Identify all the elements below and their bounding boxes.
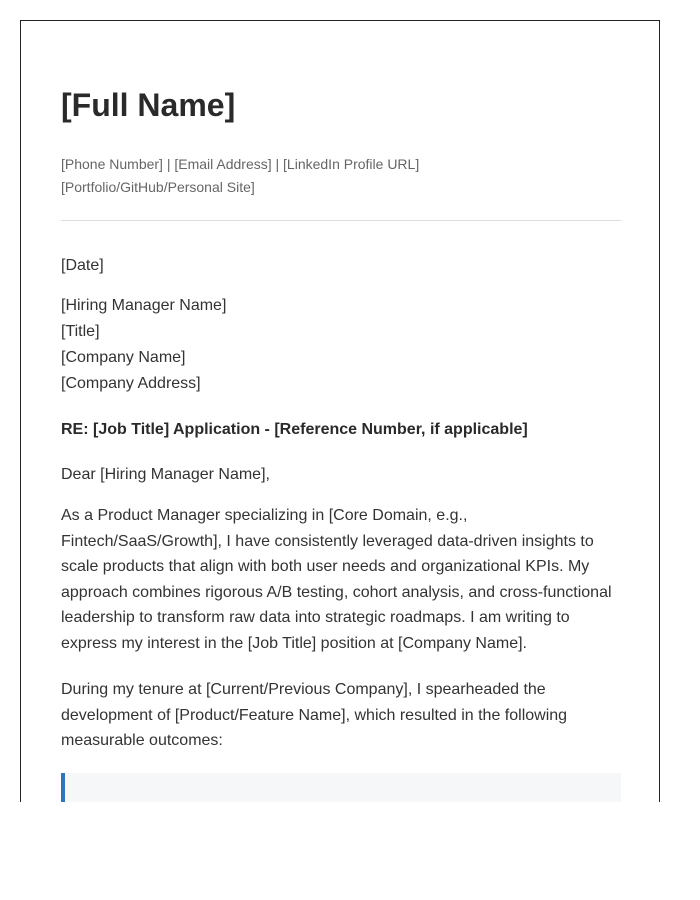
recipient-block (61, 293, 621, 397)
recipient-company: [Company Name] (61, 349, 186, 366)
salutation: Dear [Hiring Manager Name], (61, 466, 270, 483)
recipient-title: [Title] (61, 323, 100, 340)
contact-line-1: [Phone Number] | [Email Address] | [LinkedIn Profile URL] (61, 156, 420, 172)
paragraph-line: scale products that align with both user needs and organizational KPIs. My (61, 558, 590, 575)
paragraph-line: approach combines rigorous A/B testing, cohort analysis, and cross-functional (61, 583, 612, 601)
recipient-name: [Hiring Manager Name] (61, 297, 227, 314)
subject-line: RE: [Job Title] Application - [Reference Number, if applicable] (61, 421, 528, 438)
paragraph-line: As a Product Manager specializing in [Core Domain, e.g., (61, 507, 468, 524)
contact-line-2: [Portfolio/GitHub/Personal Site] (61, 179, 255, 195)
paragraph-line: Fintech/SaaS/Growth], I have consistently leveraged data-driven insights to (61, 532, 594, 550)
paragraph-line: development of [Product/Feature Name], which resulted in the following (61, 706, 568, 724)
paragraph-line: measurable outcomes: (61, 732, 223, 749)
cover-letter-page (20, 20, 660, 802)
letter-date: [Date] (61, 257, 104, 274)
paragraph-experience (61, 677, 621, 754)
paragraph-line: express my interest in the [Job Title] position at [Company Name]. (61, 634, 527, 652)
header-divider (61, 220, 621, 221)
contact-info (61, 153, 419, 199)
paragraph-line: During my tenure at [Current/Previous Company], I spearheaded the (61, 681, 546, 698)
paragraph-intro (61, 503, 621, 656)
full-name-heading: [Full Name] (61, 87, 236, 123)
paragraph-line: leadership to transform raw data into strategic roadmaps. I am writing to (61, 609, 570, 626)
outcomes-blockquote (61, 773, 621, 802)
recipient-address: [Company Address] (61, 375, 201, 392)
